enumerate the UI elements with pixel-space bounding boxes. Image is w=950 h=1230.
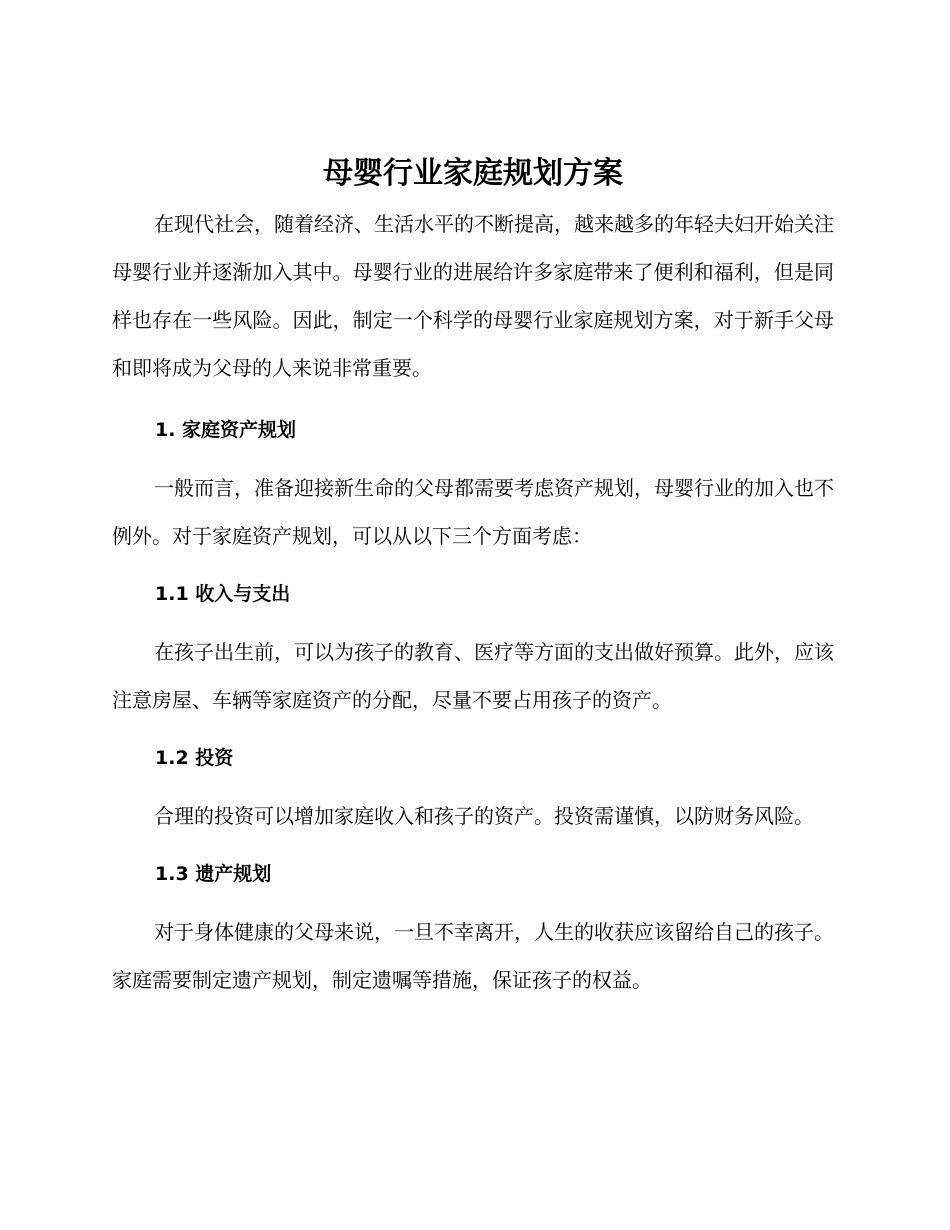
section-heading-investment: 1.2 投资 xyxy=(155,747,234,769)
spacer xyxy=(112,782,834,792)
spacer xyxy=(112,898,834,908)
section-paragraph-estate-planning: 对于身体健康的父母来说，一旦不幸离开，人生的收获应该留给自己的孩子。家庭需要制定遗产规划，制定遗嘱等措施，保证孩子的权益。 xyxy=(112,920,834,992)
document-page xyxy=(112,148,834,1004)
document-title: 母婴行业家庭规划方案 xyxy=(323,156,623,191)
intro-paragraph: 在现代社会，随着经济、生活水平的不断提高，越来越多的年轻夫妇开始关注母婴行业并逐渐加入其中。母婴行业的进展给许多家庭带来了便利和福利，但是同样也存在一些风险。因此，制定一个科学的母婴行业家庭规划方案，对于新手父母和即将成为父母的人来说非常重要。 xyxy=(112,212,834,380)
spacer xyxy=(112,392,834,406)
spacer xyxy=(112,454,834,464)
section-heading-estate-planning: 1.3 遗产规划 xyxy=(155,863,272,885)
section-paragraph-income-expense: 在孩子出生前，可以为孩子的教育、医疗等方面的支出做好预算。此外，应该注意房屋、车辆等家庭资产的分配，尽量不要占用孩子的资产。 xyxy=(112,640,834,712)
section-paragraph-investment: 合理的投资可以增加家庭收入和孩子的资产。投资需谨慎，以防财务风险。 xyxy=(154,804,814,828)
spacer xyxy=(112,840,834,850)
spacer xyxy=(112,724,834,734)
spacer xyxy=(112,618,834,628)
section-paragraph-asset-planning: 一般而言，准备迎接新生命的父母都需要考虑资产规划，母婴行业的加入也不例外。对于家庭资产规划，可以从以下三个方面考虑： xyxy=(112,476,834,548)
section-heading-asset-planning: 1. 家庭资产规划 xyxy=(155,419,297,441)
section-heading-income-expense: 1.1 收入与支出 xyxy=(155,583,291,605)
spacer xyxy=(112,560,834,570)
